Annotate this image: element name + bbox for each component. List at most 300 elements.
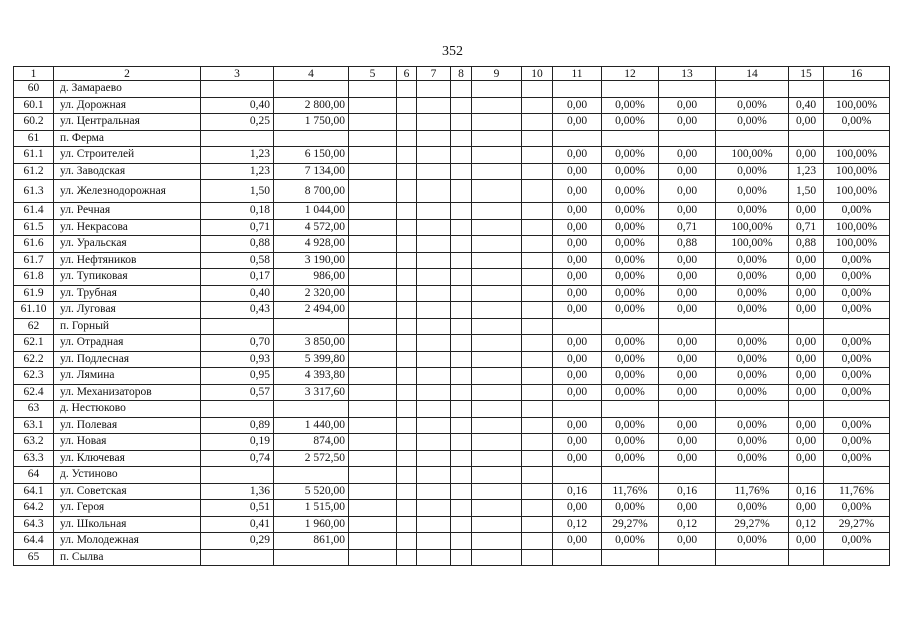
value-cell-col7: [417, 269, 451, 286]
value-cell-col8: [451, 269, 472, 286]
value-cell-col4: 4 928,00: [274, 236, 349, 253]
table-row: [14, 180, 890, 203]
column-header-14: 14: [716, 67, 789, 81]
value-cell-col15: 0,00: [789, 335, 824, 352]
value-cell-col13: 0,88: [659, 236, 716, 253]
column-header-1: 1: [14, 67, 54, 81]
value-cell-col16: 0,00%: [824, 252, 890, 269]
value-cell-col12: 0,00%: [602, 533, 659, 550]
value-cell-col14: 0,00%: [716, 500, 789, 517]
value-cell-col14: [716, 81, 789, 98]
value-cell-col10: [522, 351, 553, 368]
row-number-cell: 60.1: [14, 97, 54, 114]
value-cell-col11: 0,00: [553, 163, 602, 180]
table-row: [14, 335, 890, 352]
street-name-cell: ул. Уральская: [54, 236, 201, 253]
value-cell-col4: 1 440,00: [274, 417, 349, 434]
street-name-cell: ул. Некрасова: [54, 219, 201, 236]
value-cell-col12: 0,00%: [602, 417, 659, 434]
value-cell-col3: 0,17: [201, 269, 274, 286]
value-cell-col13: 0,00: [659, 450, 716, 467]
value-cell-col16: 100,00%: [824, 180, 890, 203]
row-number-cell: 65: [14, 549, 54, 566]
value-cell-col12: 0,00%: [602, 269, 659, 286]
row-number-cell: 64.2: [14, 500, 54, 517]
value-cell-col14: 0,00%: [716, 351, 789, 368]
value-cell-col13: 0,00: [659, 500, 716, 517]
header-row: [14, 67, 890, 81]
value-cell-col3: 0,88: [201, 236, 274, 253]
value-cell-col6: [397, 368, 417, 385]
value-cell-col16: 0,00%: [824, 335, 890, 352]
value-cell-col8: [451, 368, 472, 385]
value-cell-col8: [451, 219, 472, 236]
value-cell-col16: 0,00%: [824, 285, 890, 302]
value-cell-col11: 0,00: [553, 252, 602, 269]
value-cell-col16: 0,00%: [824, 368, 890, 385]
value-cell-col4: 1 960,00: [274, 516, 349, 533]
value-cell-col7: [417, 335, 451, 352]
value-cell-col8: [451, 97, 472, 114]
value-cell-col12: 11,76%: [602, 483, 659, 500]
value-cell-col9: [472, 401, 522, 418]
table-row: [14, 533, 890, 550]
value-cell-col5: [349, 335, 397, 352]
table-row: [14, 434, 890, 451]
value-cell-col13: 0,00: [659, 180, 716, 203]
value-cell-col4: 1 044,00: [274, 203, 349, 220]
value-cell-col11: 0,00: [553, 417, 602, 434]
value-cell-col6: [397, 467, 417, 484]
value-cell-col15: [789, 467, 824, 484]
value-cell-col5: [349, 147, 397, 164]
value-cell-col6: [397, 147, 417, 164]
value-cell-col16: [824, 81, 890, 98]
value-cell-col5: [349, 114, 397, 131]
value-cell-col12: 0,00%: [602, 236, 659, 253]
value-cell-col14: 0,00%: [716, 285, 789, 302]
value-cell-col12: [602, 549, 659, 566]
value-cell-col16: 100,00%: [824, 147, 890, 164]
value-cell-col4: 1 750,00: [274, 114, 349, 131]
value-cell-col15: 0,16: [789, 483, 824, 500]
value-cell-col16: 100,00%: [824, 236, 890, 253]
value-cell-col14: [716, 318, 789, 335]
street-name-cell: ул. Железнодорожная: [54, 180, 201, 203]
value-cell-col15: 0,00: [789, 500, 824, 517]
value-cell-col7: [417, 236, 451, 253]
value-cell-col6: [397, 114, 417, 131]
value-cell-col7: [417, 368, 451, 385]
street-name-cell: ул. Новая: [54, 434, 201, 451]
row-number-cell: 63.2: [14, 434, 54, 451]
street-name-cell: ул. Механизаторов: [54, 384, 201, 401]
value-cell-col3: 1,36: [201, 483, 274, 500]
street-name-cell: ул. Нефтяников: [54, 252, 201, 269]
value-cell-col3: 0,58: [201, 252, 274, 269]
value-cell-col10: [522, 384, 553, 401]
value-cell-col14: 0,00%: [716, 533, 789, 550]
value-cell-col14: 0,00%: [716, 384, 789, 401]
value-cell-col11: 0,00: [553, 450, 602, 467]
value-cell-col11: 0,00: [553, 533, 602, 550]
value-cell-col14: 11,76%: [716, 483, 789, 500]
value-cell-col8: [451, 130, 472, 147]
value-cell-col11: 0,00: [553, 285, 602, 302]
value-cell-col13: 0,00: [659, 285, 716, 302]
value-cell-col6: [397, 500, 417, 517]
value-cell-col11: 0,12: [553, 516, 602, 533]
value-cell-col10: [522, 516, 553, 533]
value-cell-col10: [522, 97, 553, 114]
value-cell-col8: [451, 335, 472, 352]
value-cell-col3: 0,71: [201, 219, 274, 236]
row-number-cell: 62: [14, 318, 54, 335]
value-cell-col6: [397, 163, 417, 180]
value-cell-col9: [472, 549, 522, 566]
value-cell-col3: 0,95: [201, 368, 274, 385]
value-cell-col10: [522, 483, 553, 500]
value-cell-col4: [274, 81, 349, 98]
value-cell-col16: [824, 401, 890, 418]
value-cell-col7: [417, 318, 451, 335]
street-name-cell: ул. Полевая: [54, 417, 201, 434]
value-cell-col16: 0,00%: [824, 203, 890, 220]
value-cell-col11: [553, 467, 602, 484]
value-cell-col7: [417, 219, 451, 236]
value-cell-col3: 0,41: [201, 516, 274, 533]
value-cell-col5: [349, 318, 397, 335]
value-cell-col4: [274, 401, 349, 418]
table-row: [14, 219, 890, 236]
value-cell-col12: 0,00%: [602, 335, 659, 352]
row-number-cell: 61.10: [14, 302, 54, 319]
row-number-cell: 61.7: [14, 252, 54, 269]
value-cell-col3: [201, 549, 274, 566]
value-cell-col15: 1,50: [789, 180, 824, 203]
settlement-row: [14, 318, 890, 335]
value-cell-col13: 0,00: [659, 351, 716, 368]
street-name-cell: ул. Отрадная: [54, 335, 201, 352]
value-cell-col4: 2 572,50: [274, 450, 349, 467]
column-header-5: 5: [349, 67, 397, 81]
value-cell-col11: 0,00: [553, 384, 602, 401]
value-cell-col12: 29,27%: [602, 516, 659, 533]
value-cell-col6: [397, 434, 417, 451]
value-cell-col15: 0,00: [789, 368, 824, 385]
value-cell-col5: [349, 203, 397, 220]
value-cell-col11: 0,00: [553, 147, 602, 164]
value-cell-col7: [417, 81, 451, 98]
value-cell-col7: [417, 97, 451, 114]
value-cell-col14: 100,00%: [716, 147, 789, 164]
value-cell-col10: [522, 533, 553, 550]
value-cell-col13: 0,00: [659, 252, 716, 269]
table-row: [14, 114, 890, 131]
value-cell-col9: [472, 203, 522, 220]
table-row: [14, 417, 890, 434]
value-cell-col12: 0,00%: [602, 368, 659, 385]
value-cell-col13: [659, 81, 716, 98]
value-cell-col6: [397, 236, 417, 253]
row-number-cell: 64.3: [14, 516, 54, 533]
value-cell-col5: [349, 351, 397, 368]
settlement-row: [14, 467, 890, 484]
value-cell-col12: [602, 467, 659, 484]
value-cell-col9: [472, 180, 522, 203]
value-cell-col7: [417, 401, 451, 418]
value-cell-col11: 0,00: [553, 203, 602, 220]
value-cell-col11: [553, 549, 602, 566]
value-cell-col7: [417, 533, 451, 550]
value-cell-col16: 0,00%: [824, 384, 890, 401]
value-cell-col10: [522, 130, 553, 147]
value-cell-col8: [451, 450, 472, 467]
street-name-cell: ул. Подлесная: [54, 351, 201, 368]
value-cell-col4: 2 494,00: [274, 302, 349, 319]
value-cell-col15: 0,12: [789, 516, 824, 533]
row-number-cell: 62.4: [14, 384, 54, 401]
value-cell-col11: 0,00: [553, 97, 602, 114]
value-cell-col9: [472, 434, 522, 451]
value-cell-col7: [417, 500, 451, 517]
value-cell-col4: 6 150,00: [274, 147, 349, 164]
column-header-2: 2: [54, 67, 201, 81]
settlement-row: [14, 401, 890, 418]
value-cell-col8: [451, 351, 472, 368]
value-cell-col8: [451, 516, 472, 533]
value-cell-col10: [522, 318, 553, 335]
value-cell-col5: [349, 97, 397, 114]
value-cell-col7: [417, 252, 451, 269]
column-header-3: 3: [201, 67, 274, 81]
value-cell-col13: 0,00: [659, 533, 716, 550]
row-number-cell: 63: [14, 401, 54, 418]
column-header-6: 6: [397, 67, 417, 81]
value-cell-col8: [451, 163, 472, 180]
value-cell-col3: [201, 467, 274, 484]
value-cell-col15: 0,88: [789, 236, 824, 253]
value-cell-col4: 4 393,80: [274, 368, 349, 385]
value-cell-col12: 0,00%: [602, 219, 659, 236]
value-cell-col8: [451, 483, 472, 500]
value-cell-col5: [349, 163, 397, 180]
value-cell-col5: [349, 500, 397, 517]
column-header-8: 8: [451, 67, 472, 81]
value-cell-col10: [522, 147, 553, 164]
value-cell-col9: [472, 97, 522, 114]
value-cell-col7: [417, 351, 451, 368]
value-cell-col12: [602, 81, 659, 98]
street-name-cell: ул. Лямина: [54, 368, 201, 385]
value-cell-col5: [349, 384, 397, 401]
value-cell-col9: [472, 417, 522, 434]
value-cell-col5: [349, 130, 397, 147]
value-cell-col5: [349, 180, 397, 203]
value-cell-col3: 0,51: [201, 500, 274, 517]
value-cell-col7: [417, 483, 451, 500]
value-cell-col8: [451, 401, 472, 418]
value-cell-col9: [472, 533, 522, 550]
value-cell-col9: [472, 368, 522, 385]
value-cell-col10: [522, 302, 553, 319]
value-cell-col13: 0,00: [659, 302, 716, 319]
table-row: [14, 483, 890, 500]
row-number-cell: 64.1: [14, 483, 54, 500]
street-name-cell: ул. Трубная: [54, 285, 201, 302]
value-cell-col6: [397, 335, 417, 352]
value-cell-col3: 1,23: [201, 147, 274, 164]
value-cell-col13: [659, 401, 716, 418]
row-number-cell: 60: [14, 81, 54, 98]
value-cell-col8: [451, 252, 472, 269]
street-name-cell: ул. Ключевая: [54, 450, 201, 467]
column-header-4: 4: [274, 67, 349, 81]
value-cell-col15: 0,00: [789, 285, 824, 302]
value-cell-col3: 0,18: [201, 203, 274, 220]
value-cell-col9: [472, 318, 522, 335]
value-cell-col9: [472, 467, 522, 484]
value-cell-col8: [451, 236, 472, 253]
value-cell-col14: [716, 401, 789, 418]
value-cell-col7: [417, 467, 451, 484]
value-cell-col8: [451, 203, 472, 220]
value-cell-col5: [349, 401, 397, 418]
value-cell-col12: 0,00%: [602, 147, 659, 164]
value-cell-col13: 0,00: [659, 114, 716, 131]
table-row: [14, 163, 890, 180]
value-cell-col9: [472, 219, 522, 236]
value-cell-col8: [451, 417, 472, 434]
value-cell-col12: 0,00%: [602, 203, 659, 220]
value-cell-col11: 0,00: [553, 500, 602, 517]
value-cell-col4: [274, 549, 349, 566]
value-cell-col7: [417, 516, 451, 533]
value-cell-col4: [274, 467, 349, 484]
value-cell-col7: [417, 549, 451, 566]
row-number-cell: 64.4: [14, 533, 54, 550]
value-cell-col14: 0,00%: [716, 97, 789, 114]
value-cell-col14: 0,00%: [716, 163, 789, 180]
value-cell-col11: 0,00: [553, 269, 602, 286]
value-cell-col7: [417, 163, 451, 180]
value-cell-col9: [472, 450, 522, 467]
value-cell-col8: [451, 533, 472, 550]
value-cell-col15: 0,40: [789, 97, 824, 114]
value-cell-col16: [824, 549, 890, 566]
value-cell-col6: [397, 97, 417, 114]
value-cell-col6: [397, 450, 417, 467]
value-cell-col16: 0,00%: [824, 533, 890, 550]
value-cell-col13: 0,12: [659, 516, 716, 533]
value-cell-col5: [349, 236, 397, 253]
value-cell-col10: [522, 163, 553, 180]
column-header-10: 10: [522, 67, 553, 81]
value-cell-col7: [417, 147, 451, 164]
value-cell-col15: [789, 318, 824, 335]
value-cell-col10: [522, 549, 553, 566]
value-cell-col10: [522, 81, 553, 98]
value-cell-col8: [451, 500, 472, 517]
value-cell-col6: [397, 351, 417, 368]
row-number-cell: 62.3: [14, 368, 54, 385]
value-cell-col9: [472, 147, 522, 164]
street-name-cell: ул. Строителей: [54, 147, 201, 164]
value-cell-col3: 0,25: [201, 114, 274, 131]
value-cell-col7: [417, 203, 451, 220]
value-cell-col16: 0,00%: [824, 450, 890, 467]
value-cell-col5: [349, 219, 397, 236]
value-cell-col13: [659, 130, 716, 147]
value-cell-col5: [349, 533, 397, 550]
value-cell-col5: [349, 368, 397, 385]
value-cell-col6: [397, 252, 417, 269]
value-cell-col10: [522, 285, 553, 302]
value-cell-col12: 0,00%: [602, 163, 659, 180]
value-cell-col9: [472, 269, 522, 286]
value-cell-col4: 874,00: [274, 434, 349, 451]
value-cell-col6: [397, 516, 417, 533]
value-cell-col5: [349, 483, 397, 500]
value-cell-col3: 0,29: [201, 533, 274, 550]
value-cell-col15: 0,00: [789, 114, 824, 131]
street-name-cell: ул. Советская: [54, 483, 201, 500]
column-header-13: 13: [659, 67, 716, 81]
value-cell-col15: 1,23: [789, 163, 824, 180]
value-cell-col4: 3 190,00: [274, 252, 349, 269]
value-cell-col3: 0,57: [201, 384, 274, 401]
value-cell-col16: 0,00%: [824, 417, 890, 434]
value-cell-col14: 0,00%: [716, 180, 789, 203]
value-cell-col11: 0,00: [553, 114, 602, 131]
value-cell-col4: [274, 318, 349, 335]
data-table: [13, 66, 890, 566]
value-cell-col6: [397, 203, 417, 220]
value-cell-col15: 0,00: [789, 203, 824, 220]
value-cell-col5: [349, 285, 397, 302]
value-cell-col11: 0,00: [553, 335, 602, 352]
table-row: [14, 302, 890, 319]
value-cell-col12: 0,00%: [602, 351, 659, 368]
value-cell-col9: [472, 302, 522, 319]
value-cell-col13: 0,00: [659, 269, 716, 286]
value-cell-col5: [349, 434, 397, 451]
value-cell-col14: 0,00%: [716, 434, 789, 451]
value-cell-col14: [716, 130, 789, 147]
value-cell-col9: [472, 114, 522, 131]
value-cell-col9: [472, 236, 522, 253]
value-cell-col10: [522, 114, 553, 131]
value-cell-col11: 0,00: [553, 219, 602, 236]
row-number-cell: 61.2: [14, 163, 54, 180]
value-cell-col3: 0,70: [201, 335, 274, 352]
value-cell-col4: 2 320,00: [274, 285, 349, 302]
value-cell-col16: 0,00%: [824, 500, 890, 517]
value-cell-col7: [417, 130, 451, 147]
street-name-cell: ул. Луговая: [54, 302, 201, 319]
row-number-cell: 61.6: [14, 236, 54, 253]
page-number: 352: [442, 44, 463, 59]
value-cell-col7: [417, 384, 451, 401]
value-cell-col15: 0,00: [789, 252, 824, 269]
value-cell-col7: [417, 417, 451, 434]
value-cell-col15: 0,00: [789, 302, 824, 319]
value-cell-col8: [451, 147, 472, 164]
value-cell-col13: 0,00: [659, 434, 716, 451]
value-cell-col11: 0,00: [553, 434, 602, 451]
value-cell-col4: 861,00: [274, 533, 349, 550]
value-cell-col11: [553, 401, 602, 418]
